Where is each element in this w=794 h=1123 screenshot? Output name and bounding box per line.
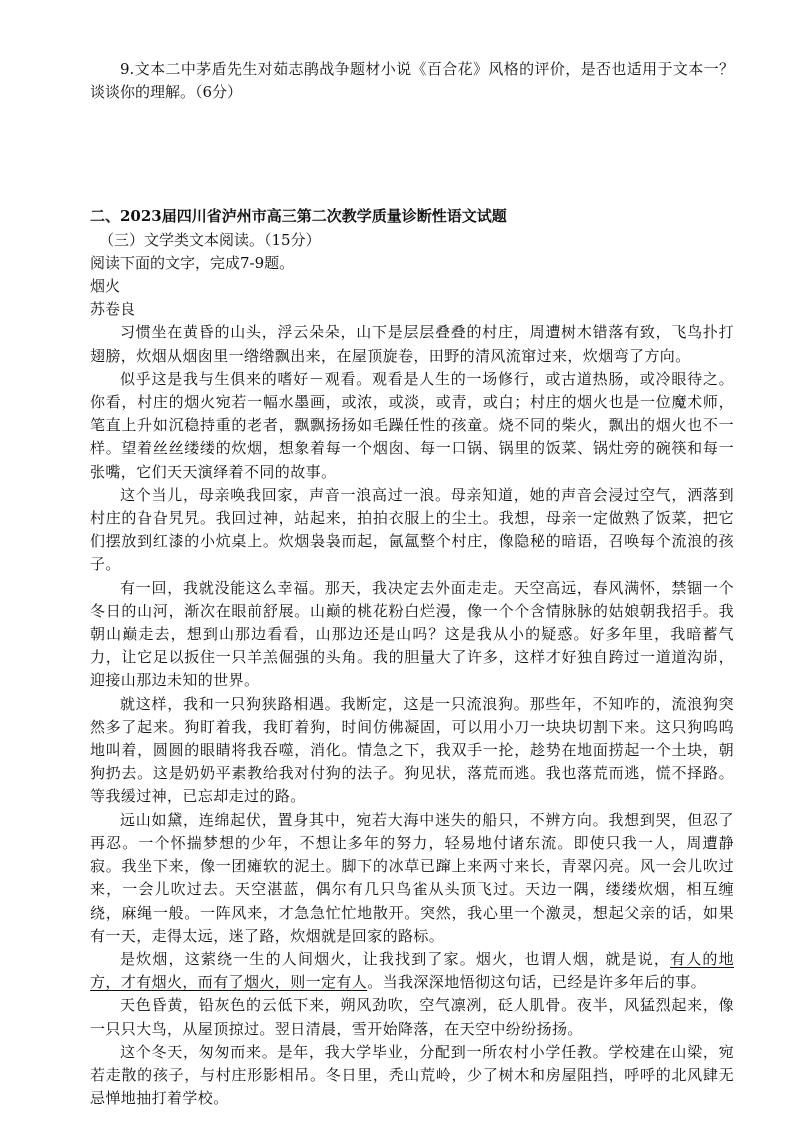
question-9: 9.文本二中茅盾先生对茹志鹃战争题材小说《百合花》风格的评价，是否也适用于文本一？谈谈你的理解。（6分） bbox=[90, 60, 734, 102]
paragraph-7-text-a: 是炊烟，这萦绕一生的人间烟火，让我找到了家。烟火，也谓人烟，就是说， bbox=[120, 949, 671, 968]
paragraph-4: 有一回，我就没能这么幸福。那天，我决定去外面走走。天空高远，春风满怀，禁锢一个冬日的山河，渐次在眼前舒展。山巅的桃花粉白烂漫，像一个个含情脉脉的姑娘朝我招手。我朝山巅走去，想到山那边看看，山那边还是山吗？这是我从小的疑惑。好多年里，我暗蓄气力，让它足以扳住一只羊羔倔强的头角。我的胆量大了许多，这样才好独自跨过一道道沟峁，迎接山那边未知的世界。 bbox=[90, 578, 734, 690]
paragraph-9: 这个冬天，匆匆而来。是年，我大学毕业，分配到一所农村小学任教。学校建在山梁，宛若走散的孩子，与村庄形影相吊。冬日里，秃山荒岭，少了树木和房屋阻挡，呼呼的北风肆无忌惮地抽打着学校。 bbox=[90, 1042, 734, 1108]
reading-instruction: 阅读下面的文字，完成7-9题。 bbox=[90, 253, 295, 272]
paragraph-5: 就这样，我和一只狗狭路相遇。我断定，这是一只流浪狗。那些年，不知咋的，流浪狗突然多了起来。狗盯着我，我盯着狗，时间仿佛凝固，可以用小刀一块块切割下来。这只狗呜呜地叫着，圆圆的眼睛将我吞噬，消化。情急之下，我双手一抡，趁势在地面捞起一个土块，朝狗扔去。这是奶奶平素教给我对付狗的法子。狗见状，落荒而逃。我也落荒而逃，慌不择路。等我缓过神，已忘却走过的路。 bbox=[90, 694, 734, 806]
paragraph-3: 这个当儿，母亲唤我回家，声音一浪高过一浪。母亲知道，她的声音会浸过空气，洒落到村庄的旮旮旯旯。我回过神，站起来，拍拍衣服上的尘土。我想，母亲一定做熟了饭菜，把它们摆放到红漆的小炕桌上。炊烟袅袅而起，氤氲整个村庄，像隐秘的暗语，召唤每个流浪的孩子。 bbox=[90, 485, 734, 574]
answer-space bbox=[90, 104, 734, 205]
paragraph-6: 远山如黛，连绵起伏，置身其中，宛若大海中迷失的船只，不辨方向。我想到哭，但忍了再忍。一个怀揣梦想的少年，不想让多年的努力，轻易地付诸东流。即使只我一人，周遭静寂。我坐下来，像一团瘫软的泥土。脚下的冰草已蹿上来两寸来长，青翠闪亮。风一会儿吹过来，一会儿吹过去。天空湛蓝，偶尔有几只鸟雀从头顶飞过。天边一隅，缕缕炊烟，相互缠绕，麻绳一般。一阵风来，才急急忙忙地散开。突然，我心里一个激灵，想起父亲的话，如果有一天，走得太远，迷了路，炊烟就是回家的路标。 bbox=[90, 810, 734, 945]
section-subtitle: （三）文学类文本阅读。（15分） bbox=[99, 230, 321, 249]
story-author: 苏卷良 bbox=[90, 300, 136, 319]
paragraph-1: 习惯坐在黄昏的山头，浮云朵朵，山下是层层叠叠的村庄，周遭树木错落有致，飞鸟扑打翅膀，炊烟从烟囱里一绺绺飘出来，在屋顶旋卷，田野的清风流窜过来，炊烟弯了方向。 bbox=[90, 323, 734, 365]
story-title: 烟火 bbox=[90, 277, 121, 296]
paragraph-7 bbox=[90, 948, 734, 994]
paragraph-8: 天色昏黄，铅灰色的云低下来，朔风劲吹，空气凛冽，砭人肌骨。夜半，风猛烈起来，像一只只大鸟，从屋顶掠过。翌日清晨，雪开始降落，在天空中纷纷扬扬。 bbox=[90, 996, 734, 1038]
paragraph-7-text-b: 。当我深深地悟彻这句话，已经是许多年后的事。 bbox=[367, 973, 707, 992]
paragraph-2: 似乎这是我与生俱来的嗜好－观看。观看是人生的一场修行，或古道热肠，或冷眼待之。你看，村庄的烟火宛若一幅水墨画，或浓，或淡，或青，或白；村庄的烟火也是一位魔术师，笔直上升如沉稳持重的老者，飘飘扬扬如毛躁任性的孩童。烧不同的柴火，飘出的烟火也不一样。望着丝丝缕缕的炊烟，想象着每一个烟囱、每一口锅、锅里的饭菜、锅灶旁的碗筷和每一张嘴，它们天天演绎着不同的故事。 bbox=[90, 369, 734, 481]
document-page bbox=[90, 58, 734, 1110]
section-title: 二、2023届四川省泸州市高三第二次教学质量诊断性语文试题 bbox=[90, 207, 507, 226]
underlined-sentence: 有人的地方，才有烟火，而有了烟火，则一定有人 bbox=[90, 949, 734, 992]
